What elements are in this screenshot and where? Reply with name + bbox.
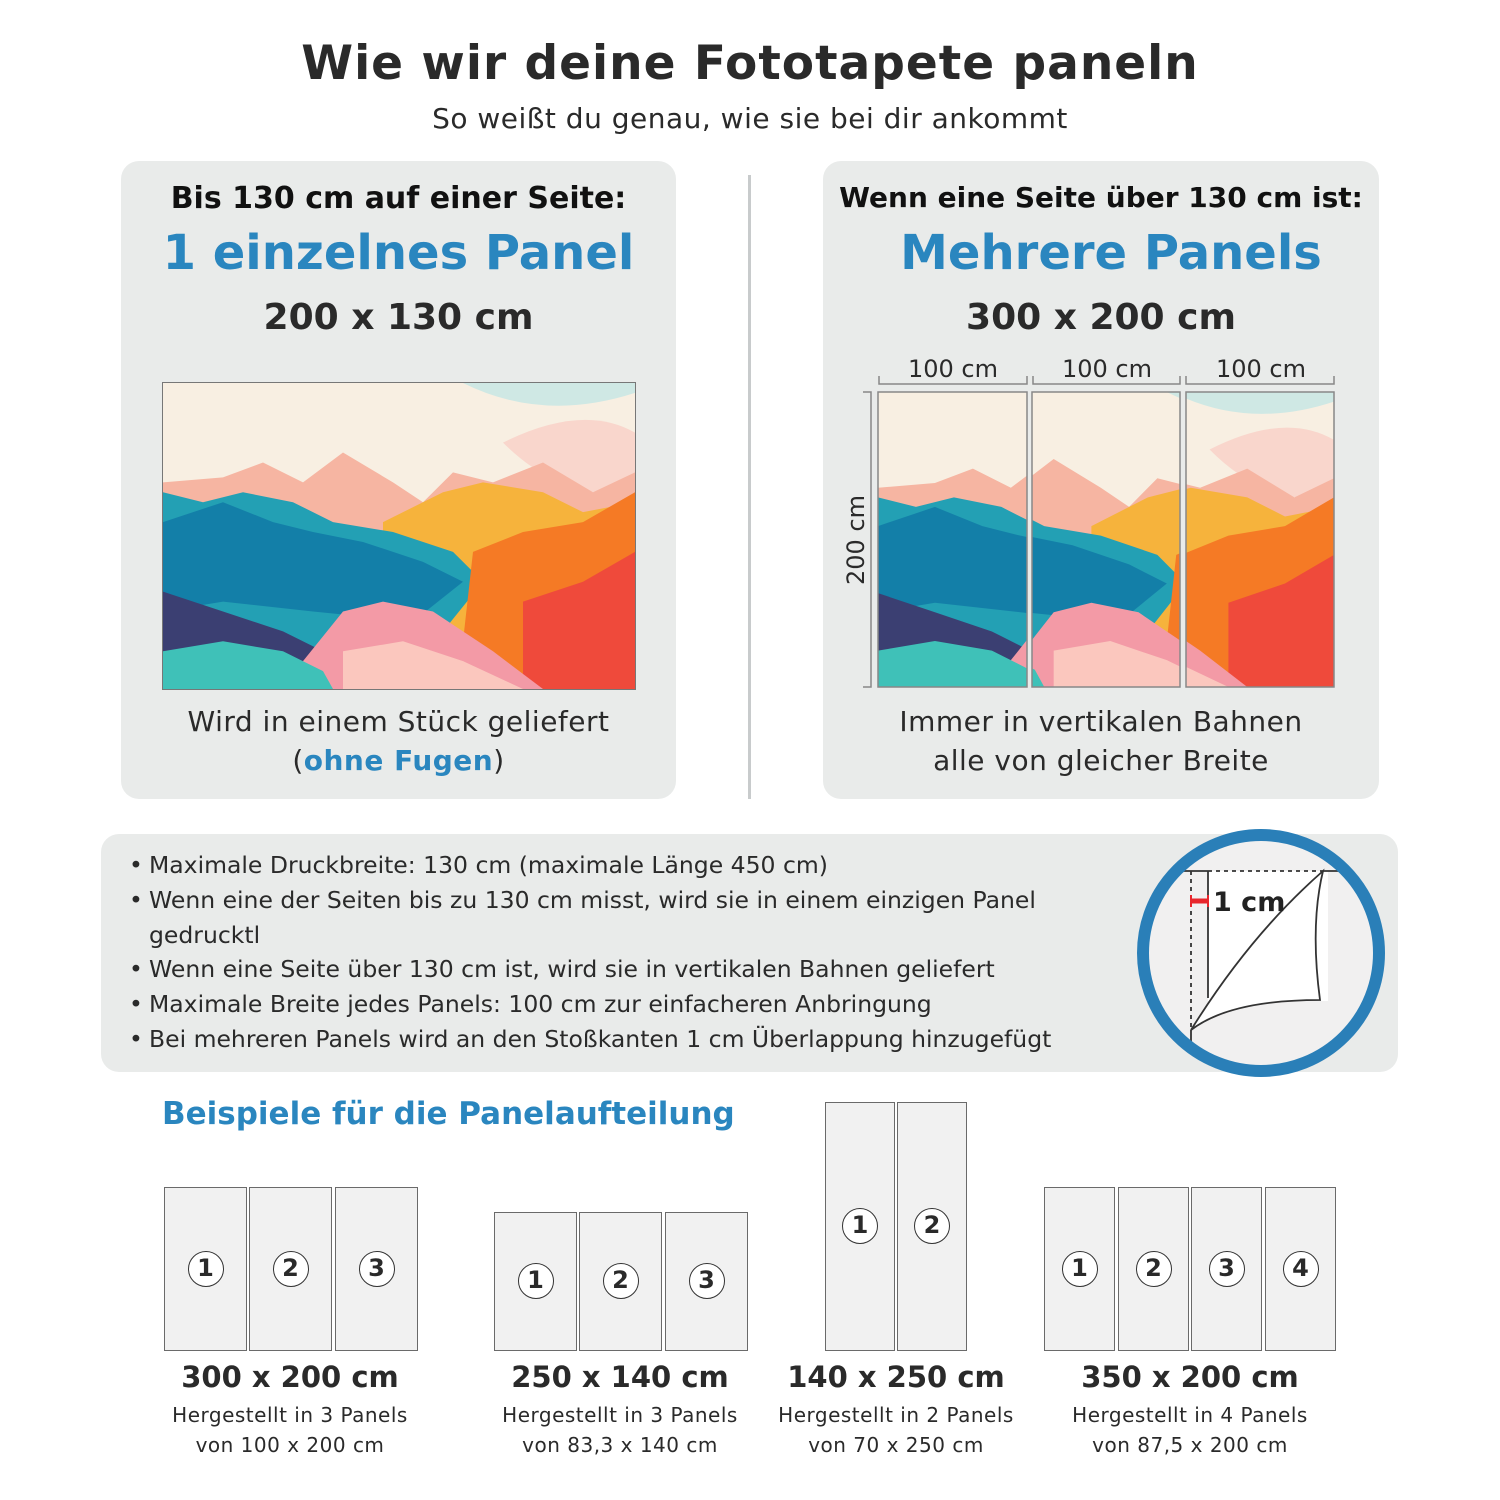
example-panel [665,1212,748,1351]
wallpaper-image [162,382,636,690]
panel-width-label: 100 cm [1215,355,1307,383]
example-line2: von 100 x 200 cm [195,1433,385,1457]
paren: ) [493,744,505,777]
overlap-illustration [1130,825,1392,1087]
example-size: 300 x 200 cm [181,1360,399,1394]
card-caption: Immer in vertikalen Bahnen [899,705,1303,738]
panel-number: 1 [1062,1251,1098,1287]
example-line2: von 87,5 x 200 cm [1092,1433,1288,1457]
card-caption: Wird in einem Stück geliefert [187,705,610,738]
panel-width-label: 100 cm [907,355,999,383]
example-panel [164,1187,247,1351]
overlap-label: 1 cm [1213,887,1286,918]
panel-number: 1 [188,1251,224,1287]
single-panel-card [121,161,676,799]
page-title: Wie wir deine Fototapete paneln [301,36,1199,91]
card-highlight: Mehrere Panels [900,225,1322,281]
card-size: 200 x 130 cm [263,297,534,338]
card-caption-2: alle von gleicher Breite [933,744,1269,777]
info-item: • Bei mehreren Panels wird an den Stoßkanten 1 cm Überlappung hinzugefügt [129,1022,1149,1057]
example-size: 140 x 250 cm [787,1360,1005,1394]
card-heading: Wenn eine Seite über 130 cm ist: [839,181,1363,214]
panel-number: 4 [1283,1251,1319,1287]
example-size: 350 x 200 cm [1081,1360,1299,1394]
info-item: • Maximale Druckbreite: 130 cm (maximale Länge 450 cm) [129,848,1129,883]
example-panel [1118,1187,1189,1351]
example-panel [579,1212,662,1351]
example-panel [897,1102,967,1351]
example-line2: von 70 x 250 cm [808,1433,984,1457]
divider [748,175,751,799]
example-panel [1265,1187,1336,1351]
example-line1: Hergestellt in 2 Panels [778,1403,1014,1427]
info-item: • Wenn eine der Seiten bis zu 130 cm misst, wird sie in einem einzigen Panel gedrucktl [129,883,1129,953]
info-list [129,848,1129,1057]
info-item: • Maximale Breite jedes Panels: 100 cm zur einfacheren Anbringung [129,987,1129,1022]
example-panel [494,1212,577,1351]
panel-number: 3 [1209,1251,1245,1287]
panel-number: 1 [842,1208,878,1244]
page-subtitle: So weißt du genau, wie sie bei dir ankommt [432,102,1068,135]
card-highlight: 1 einzelnes Panel [162,225,635,281]
example-panel [1044,1187,1115,1351]
info-item: • Wenn eine Seite über 130 cm ist, wird sie in vertikalen Bahnen geliefert [129,952,1129,987]
example-line1: Hergestellt in 3 Panels [502,1403,738,1427]
example-size: 250 x 140 cm [511,1360,729,1394]
card-caption-2 [121,744,676,777]
example-panel [249,1187,332,1351]
panel-height-label: 200 cm [842,494,870,586]
example-panel [1191,1187,1262,1351]
panel-number: 2 [273,1251,309,1287]
panel-split-illustration [823,340,1379,700]
example-line2: von 83,3 x 140 cm [522,1433,718,1457]
examples-title: Beispiele für die Panelaufteilung [162,1096,735,1132]
example-panel [825,1102,895,1351]
panel-number: 2 [603,1263,639,1299]
panel-number: 2 [1136,1251,1172,1287]
panel-number: 3 [359,1251,395,1287]
example-panel [335,1187,418,1351]
example-line1: Hergestellt in 4 Panels [1072,1403,1308,1427]
panel-number: 1 [518,1263,554,1299]
panel-number: 2 [914,1208,950,1244]
example-line1: Hergestellt in 3 Panels [172,1403,408,1427]
panel-width-label: 100 cm [1061,355,1153,383]
panel-number: 3 [689,1263,725,1299]
card-size: 300 x 200 cm [966,297,1236,338]
no-seams-highlight: ohne Fugen [303,744,494,777]
card-heading: Bis 130 cm auf einer Seite: [170,181,627,216]
paren: ( [292,744,304,777]
